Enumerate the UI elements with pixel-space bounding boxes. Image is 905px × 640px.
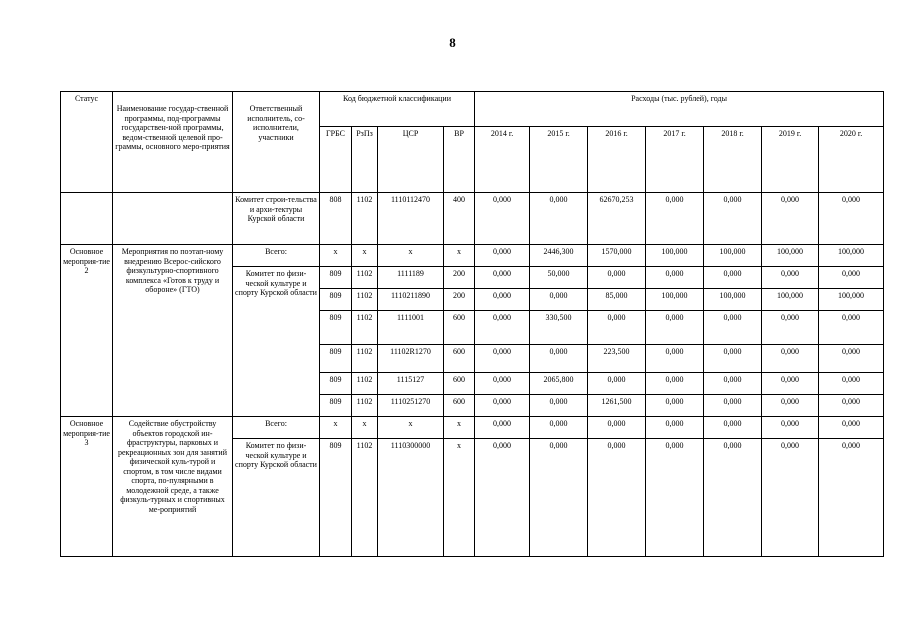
header-grbs: ГРБС [320, 127, 352, 193]
value-cell: 0,000 [704, 345, 762, 373]
value-cell: 0,000 [762, 267, 819, 289]
value-cell: 0,000 [704, 395, 762, 417]
rzpz-cell: 1102 [352, 311, 378, 345]
status-cell: Основное мероприя-тие 2 [61, 245, 113, 417]
grbs-cell: 809 [320, 373, 352, 395]
value-cell: 1261,500 [588, 395, 646, 417]
csr-cell: 1111001 [378, 311, 444, 345]
value-cell: 50,000 [530, 267, 588, 289]
grbs-cell: 809 [320, 345, 352, 373]
header-year: 2014 г. [475, 127, 530, 193]
rzpz-cell: 1102 [352, 373, 378, 395]
value-cell: 0,000 [530, 193, 588, 245]
name-cell [113, 193, 233, 245]
header-executor: Ответственный исполнитель, со-исполнители, участники [233, 92, 320, 193]
vr-cell: 600 [444, 373, 475, 395]
csr-cell: 1110211890 [378, 289, 444, 311]
rzpz-cell: 1102 [352, 395, 378, 417]
header-year: 2020 г. [819, 127, 884, 193]
csr-cell: 1110251270 [378, 395, 444, 417]
value-cell: 100,000 [646, 245, 704, 267]
grbs-cell: 809 [320, 439, 352, 557]
value-cell: 0,000 [646, 345, 704, 373]
value-cell: 0,000 [762, 345, 819, 373]
value-cell: 0,000 [646, 373, 704, 395]
executor-cell: Комитет по физи-ческой культуре и спорту Курской области [233, 267, 320, 417]
header-year: 2017 г. [646, 127, 704, 193]
value-cell: 0,000 [475, 311, 530, 345]
value-cell: 0,000 [819, 417, 884, 439]
value-cell: 2065,800 [530, 373, 588, 395]
header-vr: ВР [444, 127, 475, 193]
header-name: Наименование государ-ственной программы, под-программы государствен-ной программы, ведом-ственной целевой про-граммы, основного меро-приятия [113, 92, 233, 193]
rzpz-cell: 1102 [352, 289, 378, 311]
vr-cell: x [444, 417, 475, 439]
value-cell: 0,000 [475, 417, 530, 439]
table-row [61, 193, 884, 245]
value-cell: 0,000 [819, 267, 884, 289]
grbs-cell: 809 [320, 395, 352, 417]
value-cell: 0,000 [530, 417, 588, 439]
value-cell: 0,000 [475, 373, 530, 395]
header-year: 2015 г. [530, 127, 588, 193]
value-cell: 62670,253 [588, 193, 646, 245]
value-cell: 0,000 [704, 267, 762, 289]
value-cell: 100,000 [762, 245, 819, 267]
vr-cell: x [444, 245, 475, 267]
header-year: 2016 г. [588, 127, 646, 193]
value-cell: 0,000 [646, 311, 704, 345]
value-cell: 0,000 [819, 311, 884, 345]
value-cell: 0,000 [762, 417, 819, 439]
value-cell: 0,000 [762, 439, 819, 557]
value-cell: 0,000 [475, 395, 530, 417]
value-cell: 100,000 [819, 245, 884, 267]
executor-cell: Комитет по физи-ческой культуре и спорту Курской области [233, 439, 320, 557]
value-cell: 0,000 [475, 439, 530, 557]
value-cell: 0,000 [475, 267, 530, 289]
total-label: Всего: [233, 245, 320, 267]
value-cell: 0,000 [530, 439, 588, 557]
vr-cell: 200 [444, 289, 475, 311]
value-cell: 0,000 [704, 373, 762, 395]
value-cell: 0,000 [646, 267, 704, 289]
grbs-cell: 809 [320, 311, 352, 345]
value-cell: 0,000 [646, 439, 704, 557]
header-rzpz: РзПз [352, 127, 378, 193]
grbs-cell: x [320, 417, 352, 439]
value-cell: 0,000 [762, 311, 819, 345]
grbs-cell: x [320, 245, 352, 267]
value-cell: 0,000 [819, 345, 884, 373]
value-cell: 0,000 [588, 373, 646, 395]
value-cell: 0,000 [704, 311, 762, 345]
executor-cell: Комитет строи-тельства и архи-тектуры Курской области [233, 193, 320, 245]
grbs-cell: 808 [320, 193, 352, 245]
value-cell: 0,000 [475, 289, 530, 311]
header-expenses: Расходы (тыс. рублей), годы [475, 92, 884, 127]
value-cell: 0,000 [475, 193, 530, 245]
header-budget-code: Код бюджетной классификации [320, 92, 475, 127]
value-cell: 0,000 [646, 193, 704, 245]
value-cell: 85,000 [588, 289, 646, 311]
name-cell: Содействие обустройству объектов городской ин-фраструктуры, парковых и рекреационных зон для занятий физической куль-турой и спортом, в том числе видами спорта, по-пулярными в молодежной среде, а также физкуль-турных и спортивных ме-роприятий [113, 417, 233, 557]
status-cell [61, 193, 113, 245]
grbs-cell: 809 [320, 289, 352, 311]
value-cell: 0,000 [819, 439, 884, 557]
value-cell: 2446,300 [530, 245, 588, 267]
value-cell: 0,000 [704, 417, 762, 439]
value-cell: 0,000 [475, 245, 530, 267]
header-status: Статус [61, 92, 113, 193]
csr-cell: 1115127 [378, 373, 444, 395]
rzpz-cell: 1102 [352, 193, 378, 245]
value-cell: 0,000 [819, 395, 884, 417]
value-cell: 100,000 [704, 245, 762, 267]
header-row-top [61, 92, 884, 127]
value-cell: 0,000 [762, 193, 819, 245]
rzpz-cell: x [352, 245, 378, 267]
total-label: Всего: [233, 417, 320, 439]
rzpz-cell: x [352, 417, 378, 439]
csr-cell: 1110112470 [378, 193, 444, 245]
value-cell: 100,000 [762, 289, 819, 311]
value-cell: 0,000 [819, 193, 884, 245]
rzpz-cell: 1102 [352, 345, 378, 373]
vr-cell: x [444, 439, 475, 557]
value-cell: 0,000 [646, 395, 704, 417]
value-cell: 0,000 [646, 417, 704, 439]
value-cell: 0,000 [762, 373, 819, 395]
value-cell: 330,500 [530, 311, 588, 345]
vr-cell: 400 [444, 193, 475, 245]
grbs-cell: 809 [320, 267, 352, 289]
header-year: 2018 г. [704, 127, 762, 193]
value-cell: 0,000 [588, 267, 646, 289]
value-cell: 0,000 [530, 345, 588, 373]
value-cell: 0,000 [530, 289, 588, 311]
value-cell: 1570,000 [588, 245, 646, 267]
value-cell: 100,000 [819, 289, 884, 311]
name-cell: Мероприятия по поэтап-ному внедрению Всерос-сийского физкультурно-спортивного комплекса «Готов к труду и обороне» (ГТО) [113, 245, 233, 417]
value-cell: 0,000 [475, 345, 530, 373]
vr-cell: 600 [444, 345, 475, 373]
rzpz-cell: 1102 [352, 439, 378, 557]
vr-cell: 600 [444, 395, 475, 417]
value-cell: 0,000 [530, 395, 588, 417]
value-cell: 100,000 [646, 289, 704, 311]
value-cell: 0,000 [819, 373, 884, 395]
value-cell: 223,500 [588, 345, 646, 373]
csr-cell: x [378, 417, 444, 439]
value-cell: 0,000 [588, 439, 646, 557]
value-cell: 0,000 [704, 193, 762, 245]
vr-cell: 600 [444, 311, 475, 345]
csr-cell: x [378, 245, 444, 267]
csr-cell: 11102R1270 [378, 345, 444, 373]
header-year: 2019 г. [762, 127, 819, 193]
value-cell: 0,000 [588, 417, 646, 439]
value-cell: 0,000 [704, 439, 762, 557]
budget-table [60, 91, 884, 557]
status-cell: Основное мероприя-тие 3 [61, 417, 113, 557]
rzpz-cell: 1102 [352, 267, 378, 289]
value-cell: 0,000 [588, 311, 646, 345]
table-row [61, 245, 884, 267]
header-csr: ЦСР [378, 127, 444, 193]
value-cell: 100,000 [704, 289, 762, 311]
csr-cell: 1111189 [378, 267, 444, 289]
value-cell: 0,000 [762, 395, 819, 417]
page-number: 8 [449, 35, 456, 50]
table-row [61, 417, 884, 439]
vr-cell: 200 [444, 267, 475, 289]
csr-cell: 1110300000 [378, 439, 444, 557]
